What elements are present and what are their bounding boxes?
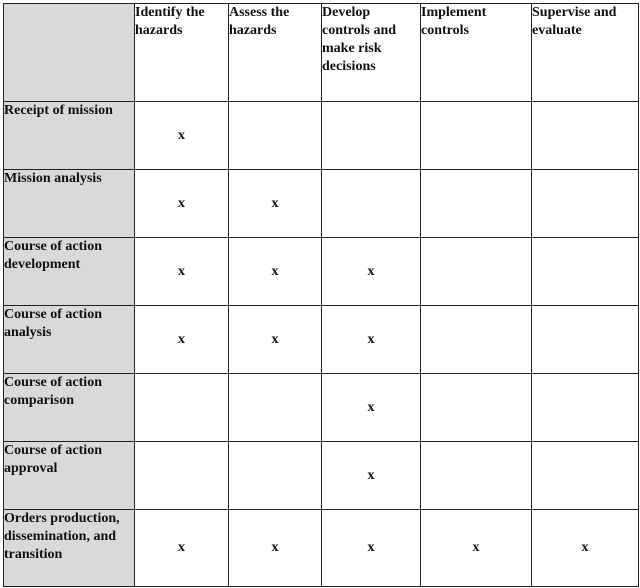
table-cell: x [229, 306, 322, 374]
column-header-develop: Develop controls and make risk decisions [322, 4, 421, 102]
table-cell: x [135, 170, 229, 238]
table-row [4, 374, 639, 442]
table-cell [421, 306, 532, 374]
row-header: Course of action approval [4, 442, 135, 510]
table-cell [421, 238, 532, 306]
row-header: Course of action analysis [4, 306, 135, 374]
table-cell [532, 442, 639, 510]
table-cell [421, 442, 532, 510]
corner-cell [4, 4, 135, 102]
table-cell [135, 374, 229, 442]
risk-management-matrix [3, 3, 639, 587]
table-cell [532, 102, 639, 170]
table-cell: x [229, 170, 322, 238]
table-cell: x [322, 374, 421, 442]
table-cell: x [322, 238, 421, 306]
table-cell: x [135, 102, 229, 170]
table-cell [229, 442, 322, 510]
column-header-identify: Identify the hazards [135, 4, 229, 102]
table-row [4, 238, 639, 306]
table-cell [532, 238, 639, 306]
column-header-implement: Implement controls [421, 4, 532, 102]
table-cell: x [322, 306, 421, 374]
table-cell [421, 170, 532, 238]
row-header: Mission analysis [4, 170, 135, 238]
table-cell [135, 442, 229, 510]
table-cell: x [322, 442, 421, 510]
table-cell: x [135, 510, 229, 587]
table-cell [229, 374, 322, 442]
row-header: Course of action development [4, 238, 135, 306]
table-row [4, 170, 639, 238]
table-cell: x [421, 510, 532, 587]
table-cell [421, 102, 532, 170]
table-cell: x [532, 510, 639, 587]
table-cell [322, 170, 421, 238]
table-cell [532, 306, 639, 374]
table-row [4, 102, 639, 170]
table-row [4, 442, 639, 510]
row-header: Orders production, dissemination, and transition [4, 510, 135, 587]
table-cell: x [322, 510, 421, 587]
table-cell [322, 102, 421, 170]
column-header-supervise: Supervise and evaluate [532, 4, 639, 102]
row-header: Course of action comparison [4, 374, 135, 442]
row-header: Receipt of mission [4, 102, 135, 170]
header-row [4, 4, 639, 102]
table-row [4, 306, 639, 374]
table-cell: x [135, 238, 229, 306]
table-cell [229, 102, 322, 170]
table-row [4, 510, 639, 587]
table-cell [421, 374, 532, 442]
table-cell: x [229, 510, 322, 587]
table-cell: x [229, 238, 322, 306]
column-header-assess: Assess the hazards [229, 4, 322, 102]
table-cell [532, 170, 639, 238]
table-cell: x [135, 306, 229, 374]
table-cell [532, 374, 639, 442]
